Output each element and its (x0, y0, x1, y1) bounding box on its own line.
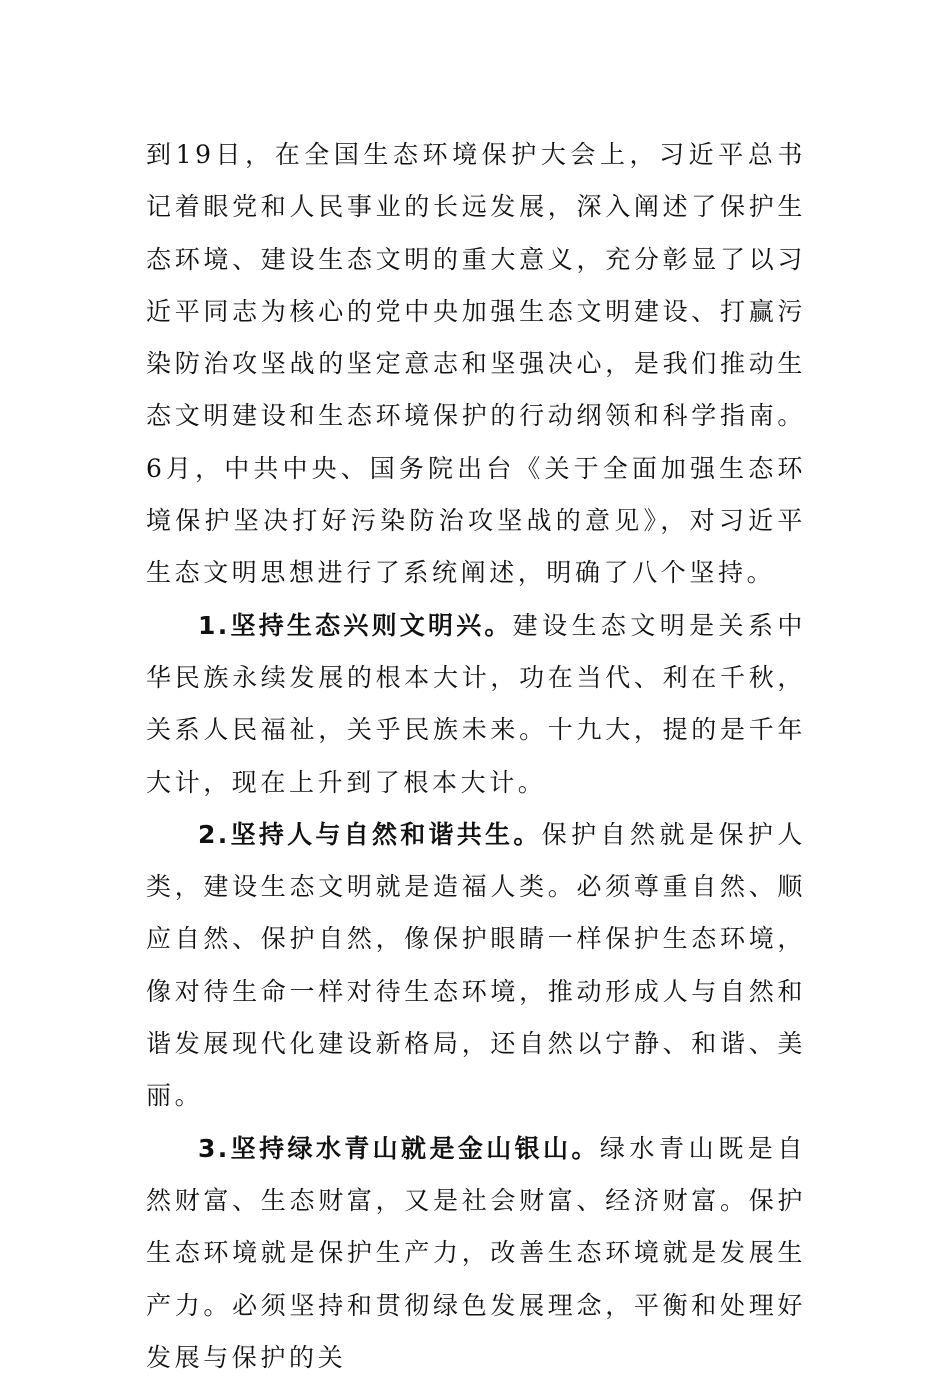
point-3-heading: 3.坚持绿水青山就是金山银山。 (198, 1133, 600, 1163)
paragraph-point-1 (146, 600, 806, 809)
point-3-text: 绿水青山既是自然财富、生态财富，又是社会财富、经济财富。保护生态环境就是保护生产力，改善生态环境就是发展生产力。必须坚持和贯彻绿色发展理念，平衡和处理好发展与保护的关 (146, 1133, 806, 1372)
paragraph-point-2 (146, 809, 806, 1123)
paragraph-intro-text: 到19日，在全国生态环境保护大会上，习近平总书记着眼党和人民事业的长远发展，深入阐述了保护生态环境、建设生态文明的重大意义，充分彰显了以习近平同志为核心的党中央加强生态文明建设、打赢污染防治攻坚战的坚定意志和坚强决心，是我们推动生态文明建设和生态环境保护的行动纲领和科学指南。6月，中共中央、国务院出台《关于全面加强生态环境保护坚决打好污染防治攻坚战的意见》，对习近平生态文明思想进行了系统阐述，明确了八个坚持。 (146, 140, 806, 588)
point-1-heading: 1.坚持生态兴则文明兴。 (198, 610, 513, 640)
paragraph-point-3 (146, 1123, 806, 1384)
point-1-text: 建设生态文明是关系中华民族永续发展的根本大计，功在当代、利在千秋，关系人民福祉，关乎民族未来。十九大，提的是千年大计，现在上升到了根本大计。 (146, 610, 806, 797)
document-body (146, 129, 806, 1384)
point-2-heading: 2.坚持人与自然和谐共生。 (198, 819, 542, 849)
point-2-text: 保护自然就是保护人类，建设生态文明就是造福人类。必须尊重自然、顺应自然、保护自然，像保护眼睛一样保护生态环境，像对待生命一样对待生态环境，推动形成人与自然和谐发展现代化建设新格局，还自然以宁静、和谐、美丽。 (146, 819, 806, 1111)
paragraph-intro (146, 129, 806, 600)
